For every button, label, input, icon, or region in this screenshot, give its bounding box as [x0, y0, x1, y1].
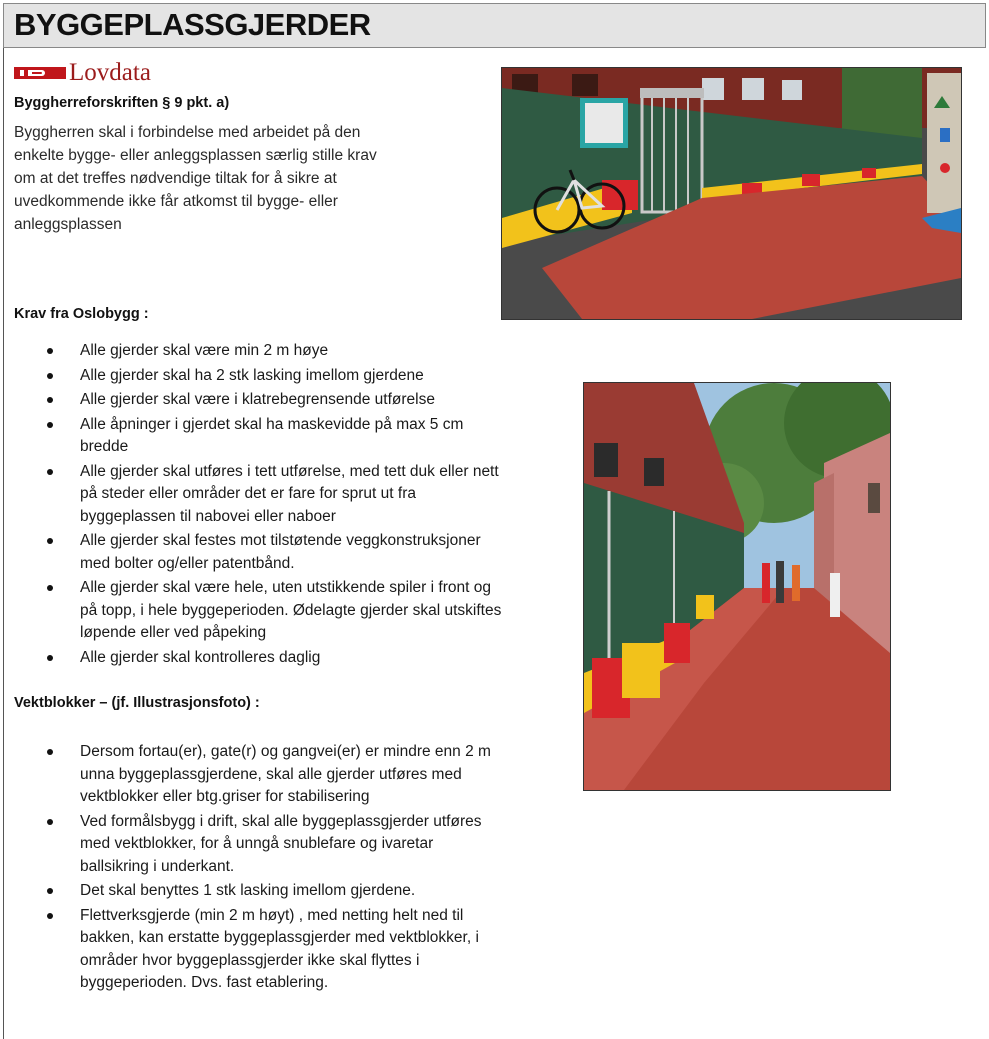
list-item: Alle gjerder skal være min 2 m høye — [14, 340, 504, 363]
requirements-heading: Krav fra Oslobygg : — [14, 306, 149, 322]
list-item: Alle gjerder skal være i klatrebegrensende utførelse — [14, 389, 504, 412]
weights-list — [14, 741, 504, 997]
regulation-heading: Byggherreforskriften § 9 pkt. a) — [14, 95, 230, 111]
page-title: BYGGEPLASSGJERDER — [14, 7, 371, 42]
fenced-alley-photo — [583, 382, 891, 791]
list-item: Ved formålsbygg i drift, skal alle byggeplassgjerder utføres med vektblokker, for å unngå snublefare og ivaretar ballsikring i underkant. — [14, 811, 504, 879]
lovdata-logo — [14, 59, 151, 86]
regulation-line: om at det treffes nødvendige tiltak for å sikre at — [14, 170, 337, 187]
list-item: Det skal benyttes 1 stk lasking imellom gjerdene. — [14, 880, 504, 903]
regulation-line: anleggsplassen — [14, 216, 122, 233]
lovdata-logo-mark — [14, 65, 66, 81]
list-item: Alle gjerder skal være hele, uten utstikkende spiler i front og på topp, i hele byggeperioden. Ødelagte gjerder skal utskiftes løpende eller ved påpeking — [14, 577, 504, 645]
regulation-line: Byggherren skal i forbindelse med arbeidet på den — [14, 124, 361, 141]
list-item: Alle gjerder skal ha 2 stk lasking imellom gjerdene — [14, 365, 504, 388]
list-item: Alle gjerder skal kontrolleres daglig — [14, 647, 504, 670]
requirements-list — [14, 340, 504, 671]
logo-text: Lovdata — [69, 59, 151, 86]
list-item: Alle gjerder skal utføres i tett utførelse, med tett duk eller nett på steder eller områder det er fare for sprut ut fra byggeplassen til nabovei eller naboer — [14, 461, 504, 529]
regulation-line: uvedkommende ikke får atkomst til bygge- eller — [14, 193, 338, 210]
fence-gate-photo — [501, 67, 962, 320]
regulation-text — [14, 121, 414, 236]
list-item: Alle gjerder skal festes mot tilstøtende veggkonstruksjoner med bolter og/eller patentbånd. — [14, 530, 504, 575]
weights-heading: Vektblokker – (jf. Illustrasjonsfoto) : — [14, 695, 260, 711]
list-item: Flettverksgjerde (min 2 m høyt) , med netting helt ned til bakken, kan erstatte byggeplassgjerder med vektblokker, i områder hvor byggeplassgjerder ikke skal flyttes i byggeperioden. Dvs. fast etablering. — [14, 905, 504, 995]
title-bar — [3, 3, 986, 48]
list-item: Dersom fortau(er), gate(r) og gangvei(er) er mindre enn 2 m unna byggeplassgjerdene, skal alle gjerder utføres med vektblokker eller btg.griser for stabilisering — [14, 741, 504, 809]
regulation-line: enkelte bygge- eller anleggsplassen særlig stille krav — [14, 147, 377, 164]
list-item: Alle åpninger i gjerdet skal ha maskevidde på max 5 cm bredde — [14, 414, 504, 459]
